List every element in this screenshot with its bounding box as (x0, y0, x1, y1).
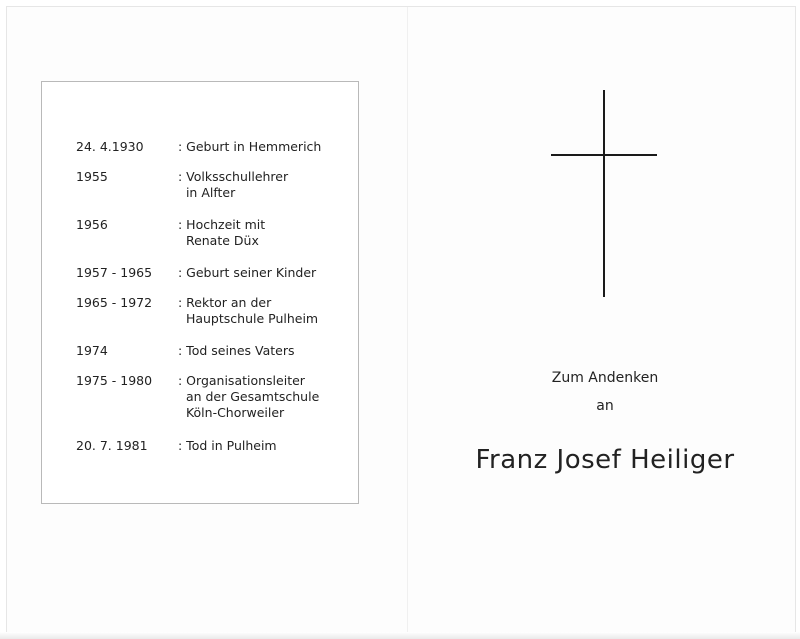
card-fold (407, 7, 408, 633)
memorial-heading: Zum Andenken (551, 370, 659, 386)
memorial-preposition: an (596, 398, 614, 414)
timeline-event: : Geburt seiner Kinder (178, 265, 317, 280)
timeline-event: : Hochzeit mit Renate Düx (178, 217, 266, 248)
cross-vertical-bar (603, 90, 605, 297)
timeline-date: 1955 (76, 169, 108, 184)
timeline-date: 1957 - 1965 (76, 265, 153, 280)
timeline-event: : Tod in Pulheim (178, 438, 277, 453)
card-edge-shadow (0, 632, 800, 639)
timeline-event: : Organisationsleiter an der Gesamtschule Köln-Chorweiler (178, 373, 320, 420)
timeline-date: 1956 (76, 217, 108, 232)
timeline-date: 1975 - 1980 (76, 373, 153, 388)
timeline-box (41, 81, 359, 504)
timeline-date: 24. 4.1930 (76, 139, 144, 154)
cross-horizontal-bar (551, 154, 657, 156)
timeline-date: 20. 7. 1981 (76, 438, 148, 453)
timeline-date: 1974 (76, 343, 108, 358)
timeline-event: : Volksschullehrer in Alfter (178, 169, 289, 200)
timeline-event: : Tod seines Vaters (178, 343, 295, 358)
timeline-date: 1965 - 1972 (76, 295, 153, 310)
timeline-event: : Rektor an der Hauptschule Pulheim (178, 295, 319, 326)
timeline-event: : Geburt in Hemmerich (178, 139, 322, 154)
deceased-name: Franz Josef Heiliger (475, 445, 735, 475)
